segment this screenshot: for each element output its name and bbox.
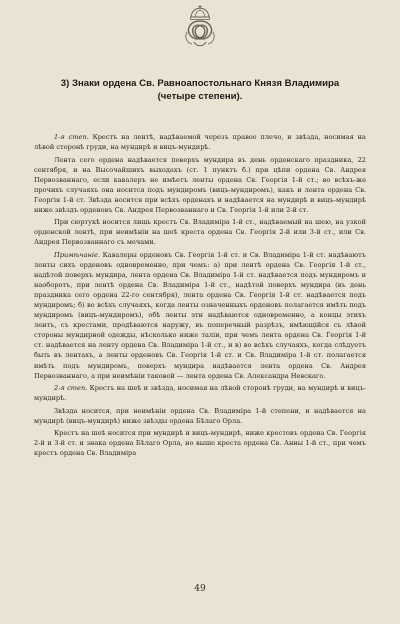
page-number: 49 <box>194 584 206 594</box>
paragraph <box>34 406 366 426</box>
paragraph-lead: 2-я степ. <box>54 384 88 393</box>
heading-line-1: 3) Знаки ордена Св. Равноапостольнаго Князя Владимира <box>60 78 340 89</box>
imperial-monogram-icon <box>176 4 224 50</box>
paragraph-text: Звѣзда носится, при неимѣніи ордена Св. Владиміра 1-й степени, и надѣвается на мундирѣ (вицъ-мундирѣ) ниже звѣзды ордена Бѣлаго Орла. <box>34 406 366 425</box>
section-heading <box>30 77 370 103</box>
paragraph <box>34 217 366 247</box>
body-text <box>34 132 366 461</box>
paragraph-text: Крестъ на шеѣ носится при мундирѣ и вицъ-мундирѣ, ниже крестовъ ордена Св. Георгія 2-й и 3-й ст. и знака ордена Бѣлаго Орла, но выше креста ордена Св. Анны 1-й ст., при чемъ крестъ ордена Св. Владиміра <box>34 429 366 458</box>
paragraph-lead: Примѣчаніе. <box>54 251 100 260</box>
paragraph-text: Лента сего ордена надѣвается поверхъ мундира въ день орденскаго праздника, 22 сентября, и на Высочайшихъ выходахъ (ст. 1 пунктъ б.) при цѣпи ордена Св. Андрея Первозваннаго, если кавалеръ не имѣетъ ленты ордена Св. Георгія 1-й ст.; во всѣхъ-же прочихъ случаяхъ она носится подъ мундиромъ (вицъ-мундиромъ), какъ и лента ордена Св. Георгія 1-й ст. Звѣзда носится при всѣхъ орденахъ и надѣвается на мундирѣ и вицъ-мундирѣ ниже звѣздъ орденовъ Св. Андрея Первозваннаго и Св. Георгія 1-й или 2-й ст. <box>34 155 366 214</box>
paragraph <box>34 383 366 403</box>
heading-line-2: (четыре степени). <box>157 91 243 102</box>
paragraph <box>34 250 366 381</box>
paragraph-text: Кавалеры орденовъ Св. Георгія 1-й ст. и Св. Владиміра 1-й ст. надѣваютъ ленты сихъ орденовъ одновременно, при чемъ: а) при лентѣ ордена Св. Георгія 1-й ст., надѣтой поверхъ мундира, лента ордена Св. Владиміра 1-й ст. надѣвается подъ мундиромъ и наоборотъ, при лентѣ ордена Св. Владиміра 1-й ст., надѣтой поверхъ мундира (въ день праздника сего ордена 22-го сентября), лента ордена Св. Георгія 1-й ст. надѣвается подъ мундиромъ; б) во всѣхъ случаяхъ, когда ленты означенныхъ орденовъ полагается имѣть подъ мундиромъ (вицъ-мундиромъ), обѣ ленты эти надѣваются одновременно, а концы этихъ лентъ, съ крестами, продѣваются наружу, въ поперечный разрѣзъ, имѣющійся съ лѣвой стороны мундирной одежды, нѣсколько ниже таліи, при чемъ лента ордена Св. Георгія 1-й ст. надѣвается на ленту ордена Св. Владиміра 1-й ст., и в) во всѣхъ случаяхъ, когда слѣдуетъ быть въ лентахъ, а ленты орденовъ Св. Георгія 1-й ст. и Св. Владиміра 1-й ст. полагается имѣть подъ мундиромъ, поверхъ мундира надѣвается лента ордена Св. Андрея Первозваннаго, а при неимѣніи таковой — лента ордена Св. Александра Невскаго. <box>34 251 366 380</box>
paragraph-text: Крестъ на лентѣ, надѣваемой черезъ правое плечо, и звѣзда, носимая на лѣвой сторонѣ груди, на мундирѣ и вицъ-мундирѣ. <box>34 133 366 152</box>
paragraph <box>34 155 366 215</box>
paragraph-text: При сюртукѣ носится лишь крестъ Св. Владиміра 1-й ст., надѣваемый на шею, на узкой орденской лентѣ, при неимѣніи на шеѣ креста ордена Св. Георгія 2-й или 3-й ст., или Св. Андрея Первозваннаго съ мечами. <box>34 218 366 247</box>
paragraph <box>34 132 366 152</box>
paragraph-lead: 1-я степ. <box>54 133 89 141</box>
paragraph-text: Крестъ на шеѣ и звѣзда, носимая на лѣвой сторонѣ груди, на мундирѣ и вицъ-мундирѣ. <box>34 384 366 403</box>
paragraph <box>34 428 366 458</box>
